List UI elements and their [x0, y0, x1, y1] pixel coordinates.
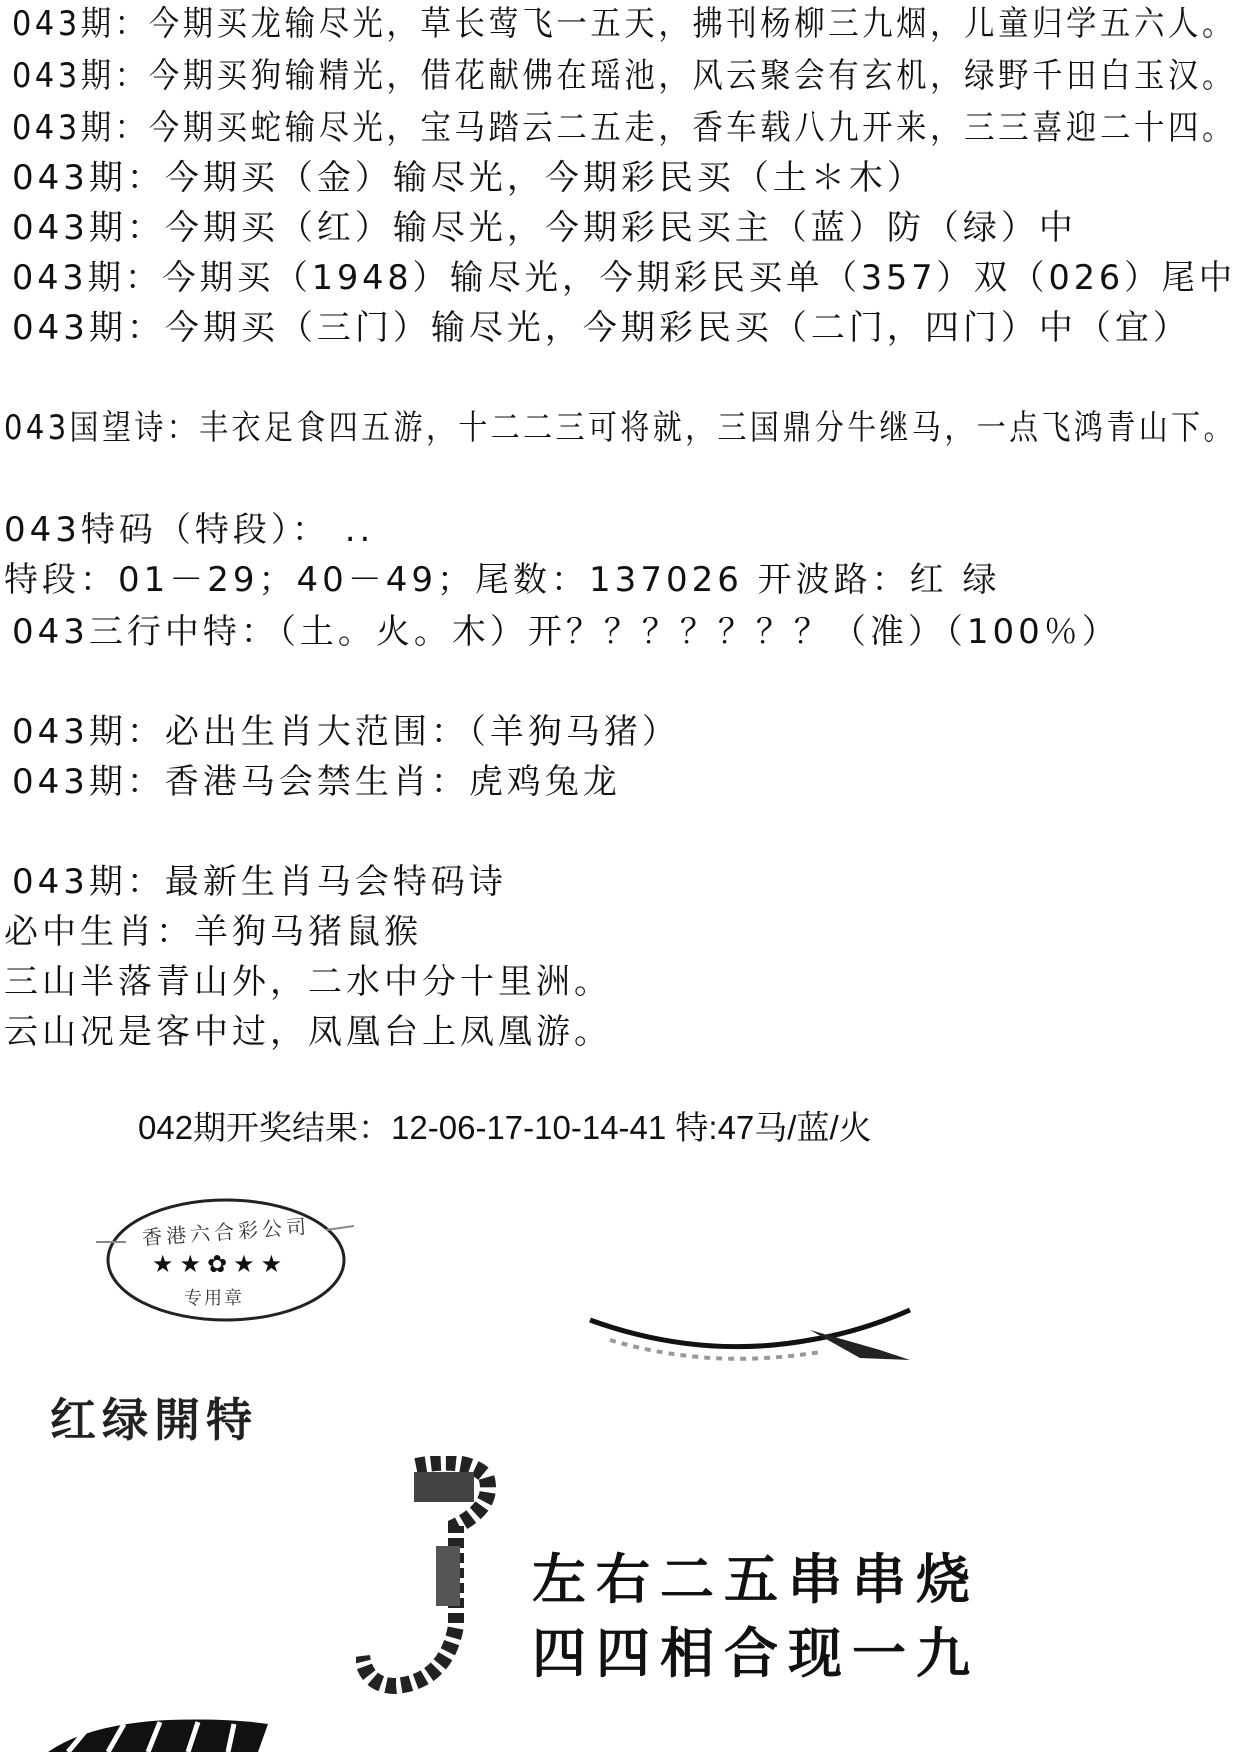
zodiac-range-line: 043期：必出生肖大范围：（羊狗马猪） — [12, 712, 680, 752]
line-3: 043期：今期买蛇输尽光，宝马踏云二五走，香车载八九开来，三三喜迎二十四。 — [12, 108, 1236, 148]
seal-stars: ★★✿★★ — [152, 1250, 289, 1278]
stamp-caption: 红绿開特 — [50, 1393, 258, 1447]
special-code-heading: 043特码（特段）： .. — [4, 510, 375, 550]
seal-subtext: 专用章 — [184, 1288, 244, 1309]
slogan-line-1: 左右二五串串烧 — [532, 1548, 980, 1611]
line-2: 043期：今期买狗输精光，借花献佛在瑶池，风云聚会有玄机，绿野千田白玉汉。 — [12, 56, 1236, 96]
stripe-graphic — [48, 1704, 278, 1754]
seal-text: 香港六合彩公司 — [141, 1214, 311, 1250]
banned-zodiac-line: 043期：香港马会禁生肖：虎鸡兔龙 — [12, 762, 621, 802]
slogan-line-2: 四四相合现一九 — [532, 1622, 980, 1685]
must-zodiac-line: 必中生肖：羊狗马猪鼠猴 — [4, 912, 422, 952]
special-poem-heading: 043期：最新生肖马会特码诗 — [12, 862, 507, 902]
three-elements-line: 043三行中特：（土。火。木）开？？？？？？？（准）（100％） — [12, 612, 1120, 652]
poem-verse-1: 三山半落青山外，二水中分十里洲。 — [4, 962, 612, 1002]
line-4: 043期：今期买（金）输尽光，今期彩民买（土＊木） — [12, 158, 925, 198]
line-5: 043期：今期买（红）输尽光，今期彩民买主（蓝）防（绿）中 — [12, 208, 1077, 248]
line-6: 043期：今期买（1948）输尽光，今期彩民买单（357）双（026）尾中 — [12, 258, 1237, 298]
poem-line: 043国望诗：丰衣足食四五游，十二二三可将就，三国鼎分牛继马，一点飞鸿青山下。 — [4, 408, 1236, 448]
ribbon-graphic — [580, 1300, 930, 1380]
line-1: 043期：今期买龙输尽光，草长莺飞一五天，拂刊杨柳三九烟，儿童归学五六人。 — [12, 4, 1236, 44]
line-7: 043期：今期买（三门）输尽光，今期彩民买（二门，四门）中（宜） — [12, 308, 1191, 348]
draw-result: 042期开奖结果：12-06-17-10-14-41 特:47马/蓝/火 — [138, 1109, 872, 1146]
special-segment-line: 特段：01－29；40－49；尾数：137026 开波路：红 绿 — [4, 560, 1001, 600]
brush-graphic — [356, 1456, 506, 1696]
poem-verse-2: 云山况是客中过，凤凰台上凤凰游。 — [4, 1012, 612, 1052]
